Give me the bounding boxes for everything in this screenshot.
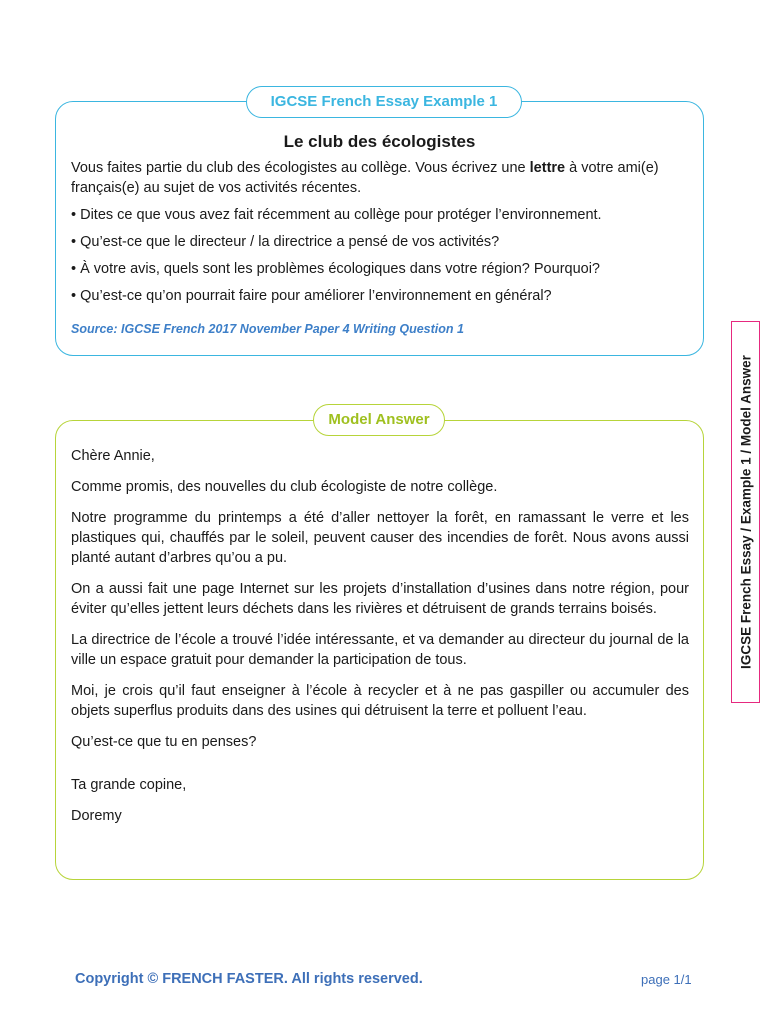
prompt-bullet: • À votre avis, quels sont les problèmes écologiques dans votre région? Pourquoi? xyxy=(71,261,600,277)
footer-copyright: Copyright © FRENCH FASTER. All rights reserved. xyxy=(75,971,423,987)
answer-paragraph: Moi, je crois qu’il faut enseigner à l’école à recycler et à ne pas gaspiller ou accumuler des objets superflus produits dans des usines qui détruisent la terre et polluent l’eau. xyxy=(71,683,689,719)
answer-paragraph: On a aussi fait une page Internet sur les projets d’installation d’usines dans notre région, pour éviter qu’elles jettent leurs déchets dans les rivières et détruisent de grands terrains boisés. xyxy=(71,581,689,617)
answer-paragraph: Comme promis, des nouvelles du club écologiste de notre collège. xyxy=(71,479,498,495)
closing-line: Ta grande copine, xyxy=(71,777,187,793)
prompt-intro xyxy=(71,158,691,198)
essay-title: Le club des écologistes xyxy=(283,132,476,151)
answer-paragraph: Qu’est-ce que tu en penses? xyxy=(71,734,257,750)
prompt-bullet: • Qu’est-ce que le directeur / la directrice a pensé de vos activités? xyxy=(71,234,500,250)
page-number: page 1/1 xyxy=(641,972,692,987)
model-answer-label: Model Answer xyxy=(313,404,445,436)
answer-paragraph: Notre programme du printemps a été d’aller nettoyer la forêt, en ramassant le verre et les plastiques qui, chauffés par le soleil, peuvent causer des incendies de forêt. Nous avons aussi planté autant d’arbres qu’ou a pu. xyxy=(71,510,689,566)
prompt-bullet: • Qu’est-ce qu’on pourrait faire pour améliorer l’environnement en général? xyxy=(71,288,552,304)
prompt-body xyxy=(71,158,691,313)
answer-body xyxy=(71,446,689,837)
prompt-box xyxy=(55,101,704,356)
prompt-bullet: • Dites ce que vous avez fait récemment au collège pour protéger l’environnement. xyxy=(71,207,602,223)
signature: Doremy xyxy=(71,808,122,824)
source-citation: Source: IGCSE French 2017 November Paper 4 Writing Question 1 xyxy=(71,322,464,336)
prompt-label: IGCSE French Essay Example 1 xyxy=(246,86,522,118)
side-tab-label: IGCSE French Essay / Example 1 / Model Answer xyxy=(738,355,753,669)
answer-box xyxy=(55,420,704,880)
intro-text: Vous faites partie du club des écologistes au collège. Vous écrivez une xyxy=(71,160,530,176)
intro-bold-word: lettre xyxy=(529,160,566,176)
answer-paragraph: Chère Annie, xyxy=(71,448,155,464)
answer-paragraph: La directrice de l’école a trouvé l’idée intéressante, et va demander au directeur du journal de la ville un espace gratuit pour demander la participation de tous. xyxy=(71,632,689,668)
side-tab xyxy=(731,321,760,703)
intro-text-end: à votre ami(e) français(e) au sujet de vos activités récentes. xyxy=(71,160,659,196)
